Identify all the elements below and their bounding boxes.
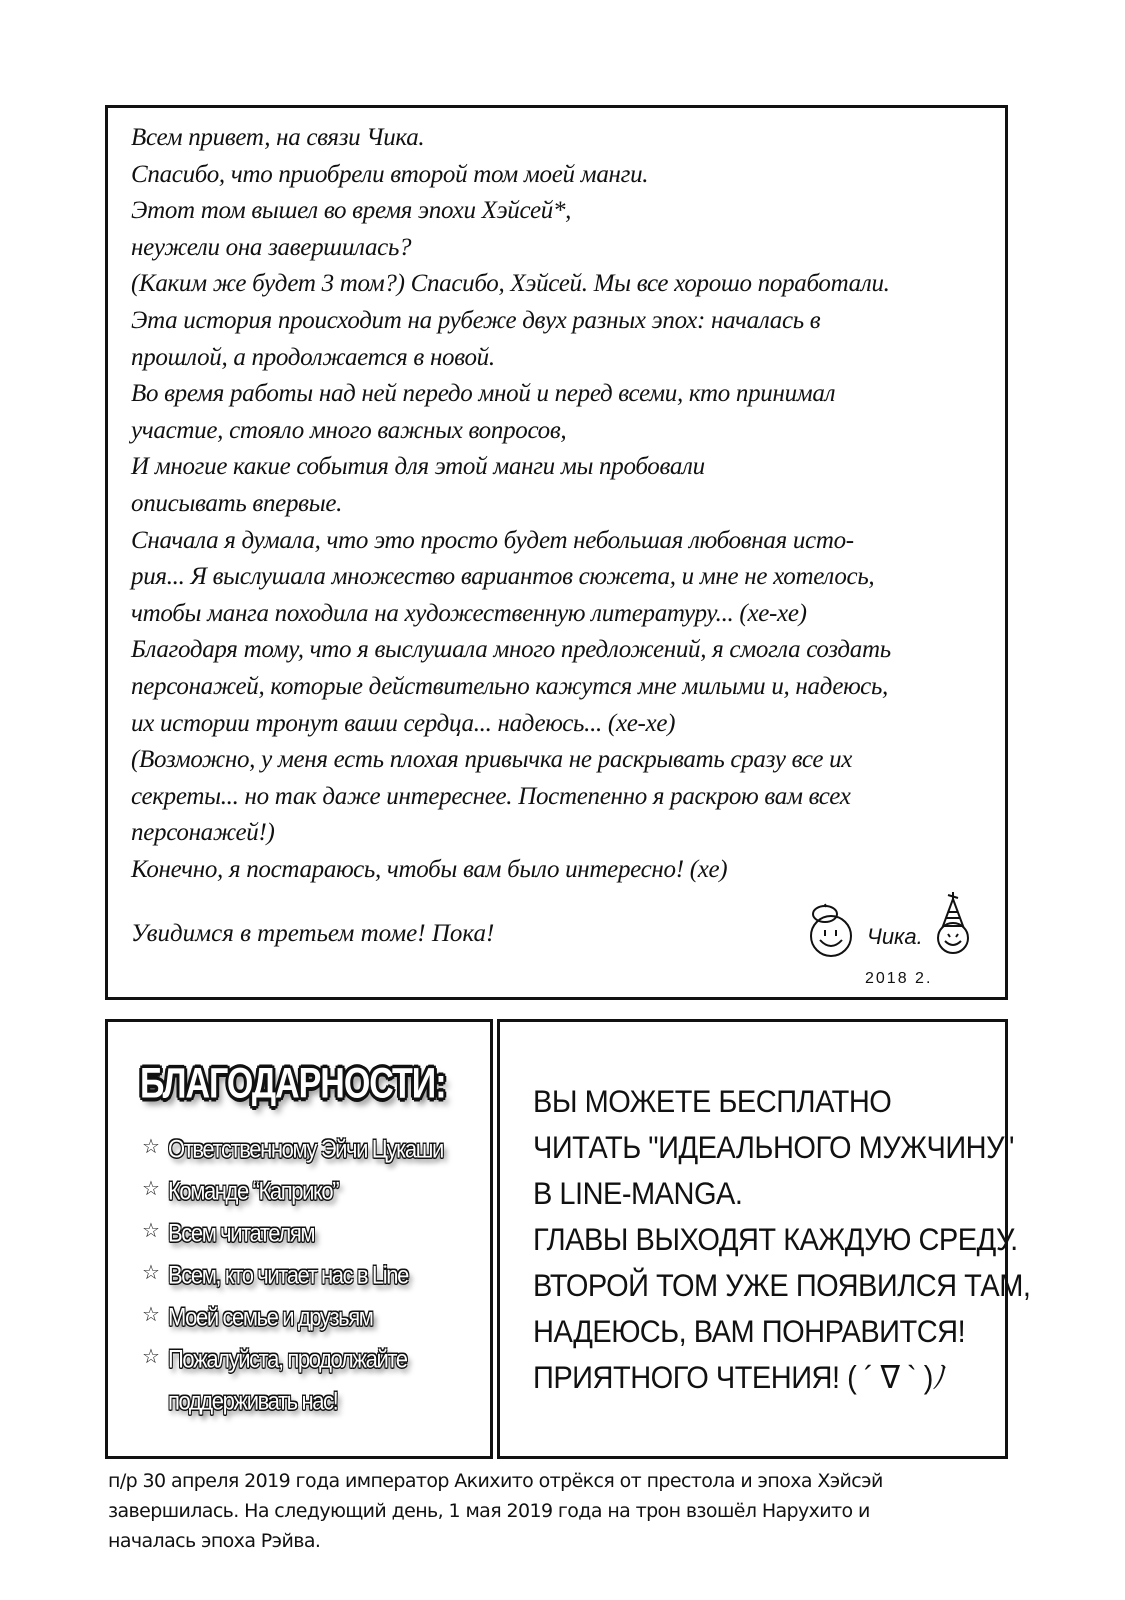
smiley-beret-icon [805, 900, 861, 964]
footnote-line: завершилась. На следующий день, 1 мая 2019 года на трон взошёл Нарухито и [108, 1500, 870, 1522]
letter-line: Конечно, я постараюсь, чтобы вам было интересно! (хе) [131, 855, 728, 883]
author-letter-panel [105, 105, 1008, 1000]
letter-line: Всем привет, на связи Чика. [131, 124, 425, 151]
letter-line: Благодаря тому, что я выслушала много предложений, я смогла создать [131, 636, 891, 664]
letter-line: Во время работы над ней передо мной и перед всеми, кто принимал [131, 380, 836, 408]
letter-line: Спасибо, что приобрели второй том моей манги. [131, 160, 649, 188]
acknowledgement-text: Моей семье и друзьям [168, 1302, 373, 1332]
promo-line: В LINE-MANGA. [533, 1176, 743, 1212]
line-manga-promo-panel [497, 1019, 1031, 1459]
list-item [142, 1258, 443, 1300]
letter-line: неужели она завершилась? [131, 233, 412, 261]
promo-line: ВТОРОЙ ТОМ УЖЕ ПОЯВИЛСЯ ТАМ, [533, 1268, 1031, 1304]
letter-line: Этот том вышел во время эпохи Хэйсей*, [131, 197, 572, 225]
star-outline-icon: ☆ [142, 1262, 160, 1284]
promo-line: ПРИЯТНОГО ЧТЕНИЯ! ( ´ ∇ ` )ﾉ [533, 1360, 947, 1396]
promo-text [533, 1077, 1031, 1399]
list-item [142, 1216, 443, 1258]
list-item [142, 1384, 443, 1426]
acknowledgement-text: Всем, кто читает нас в Line [168, 1260, 408, 1290]
letter-line: участие, стояло много важных вопросов, [131, 416, 567, 444]
letter-line: персонажей!) [131, 819, 275, 847]
translator-footnote [108, 1466, 1018, 1556]
promo-line: ВЫ МОЖЕТЕ БЕСПЛАТНО [533, 1084, 892, 1120]
letter-line: (Возможно, у меня есть плохая привычка не раскрывать сразу все их [131, 746, 853, 774]
letter-body [131, 120, 1001, 888]
star-outline-icon: ☆ [142, 1304, 160, 1326]
acknowledgement-text: Команде “Каприко” [168, 1176, 339, 1206]
list-item [142, 1342, 443, 1384]
acknowledgements-list [142, 1132, 443, 1426]
letter-line: чтобы манга походила на художественную литературу... (хе-хе) [131, 599, 807, 627]
letter-line: прошлой, а продолжается в новой. [131, 343, 495, 371]
letter-line: секреты... но так даже интереснее. Постепенно я раскрою вам всех [131, 782, 851, 810]
acknowledgements-panel [105, 1019, 493, 1459]
signature-name: Чика. [867, 924, 923, 949]
acknowledgements-title: БЛАГОДАРНОСТИ: [140, 1060, 446, 1108]
letter-line: Сначала я думала, что это просто будет небольшая любовная исто- [131, 526, 854, 554]
star-outline-icon: ☆ [142, 1136, 160, 1158]
signature-date: 2018 2. [865, 970, 933, 987]
promo-line: ЧИТАТЬ "ИДЕАЛЬНОГО МУЖЧИНУ" [533, 1130, 1014, 1166]
smiley-party-hat-icon [933, 890, 973, 960]
star-outline-icon: ☆ [142, 1220, 160, 1242]
star-outline-icon: ☆ [142, 1178, 160, 1200]
footnote-line: п/р 30 апреля 2019 года император Акихито отрёкся от престола и эпоха Хэйсэй [108, 1470, 883, 1492]
author-signature [805, 890, 975, 990]
list-item [142, 1300, 443, 1342]
letter-line: описывать впервые. [131, 489, 343, 517]
letter-line: (Каким же будет 3 том?) Спасибо, Хэйсей. Мы все хорошо поработали. [131, 270, 890, 298]
acknowledgement-text: Ответственному Эйчи Цукаши [168, 1134, 443, 1164]
letter-line: Эта история происходит на рубеже двух разных эпох: началась в [131, 306, 821, 334]
letter-line: персонажей, которые действительно кажутся мне милыми и, надеюсь, [131, 672, 888, 700]
acknowledgement-text: поддерживать нас! [168, 1386, 338, 1416]
letter-farewell: Увидимся в третьем томе! Пока! [131, 920, 495, 947]
promo-line: ГЛАВЫ ВЫХОДЯТ КАЖДУЮ СРЕДУ. [533, 1222, 1018, 1258]
list-item [142, 1132, 443, 1174]
acknowledgement-text: Пожалуйста, продолжайте [168, 1344, 407, 1374]
acknowledgement-text: Всем читателям [168, 1218, 315, 1248]
list-item [142, 1174, 443, 1216]
letter-line: И многие какие события для этой манги мы пробовали [131, 453, 705, 481]
footnote-line: началась эпоха Рэйва. [108, 1530, 321, 1552]
letter-line: рия... Я выслушала множество вариантов сюжета, и мне не хотелось, [131, 563, 875, 591]
letter-line: их истории тронут ваши сердца... надеюсь... (хе-хе) [131, 709, 676, 737]
star-outline-icon: ☆ [142, 1346, 160, 1368]
promo-line: НАДЕЮСЬ, ВАМ ПОНРАВИТСЯ! [533, 1314, 966, 1350]
